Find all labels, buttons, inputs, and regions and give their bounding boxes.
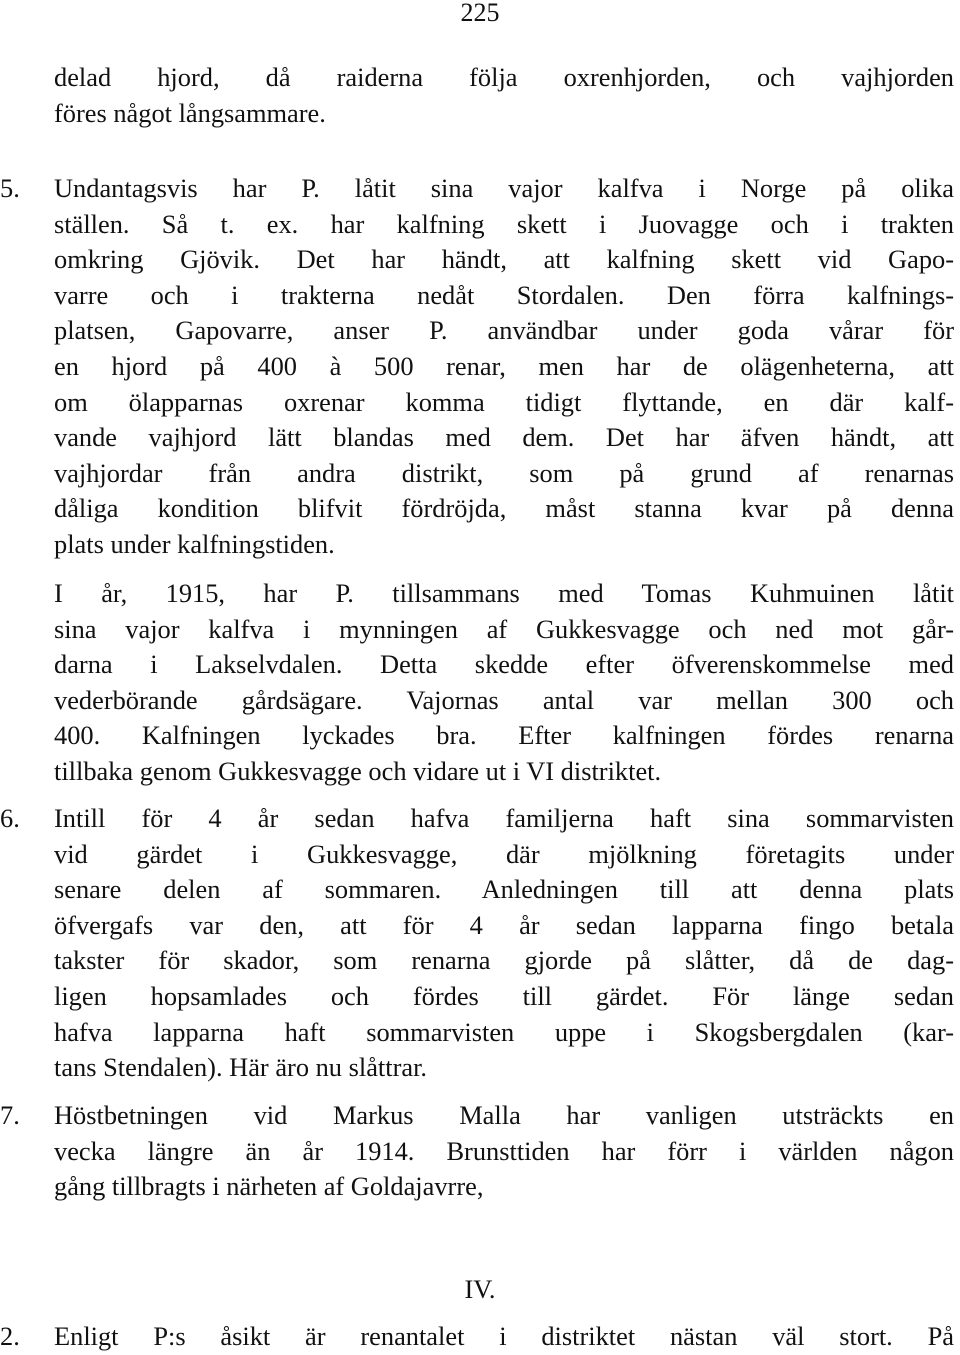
paragraph-item-2 <box>54 1319 954 1355</box>
text-line: om ölapparnas oxrenar komma tidigt flyttande, en där kalf- <box>54 386 954 417</box>
text-line: senare delen af sommaren. Anledningen till att denna plats <box>54 874 954 905</box>
item-number-6: 6. <box>0 803 20 833</box>
text-line: omkring Gjövik. Det har händt, att kalfning skett vid Gapo- <box>54 244 954 275</box>
text-line: gång tillbragts i närheten af Goldajavrre, <box>54 1171 484 1202</box>
text-line: föres något långsammare. <box>54 97 326 128</box>
text-line: Enligt P:s åsikt är renantalet i distriktet nästan väl stort. På <box>54 1321 954 1351</box>
text-line: I år, 1915, har P. tillsammans med Tomas Kuhmuinen låtit <box>54 578 954 608</box>
text-line: platsen, Gapovarre, anser P. användbar under goda vårar för <box>54 315 954 346</box>
text-line: plats under kalfningstiden. <box>54 528 335 559</box>
text-line: vecka längre än år 1914. Brunsttiden har förr i världen någon <box>54 1135 954 1166</box>
text-line: ställen. Så t. ex. har kalfning skett i Juovagge och i trakten <box>54 208 954 239</box>
text-line: tans Stendalen). Här äro nu slåttrar. <box>54 1052 428 1083</box>
text-line: ligen hopsamlades och fördes till gärdet. För länge sedan <box>54 980 954 1011</box>
paragraph-item-7 <box>54 1098 954 1205</box>
text-line: en hjord på 400 à 500 renar, men har de olägenheterna, att <box>54 350 954 381</box>
text-line: takster för skador, som renarna gjorde på slåtter, då de dag- <box>54 945 954 976</box>
item-number-5: 5. <box>0 173 20 203</box>
text-line: sina vajor kalfva i mynningen af Gukkesvagge och ned mot går- <box>54 613 954 644</box>
text-line: vederbörande gårdsägare. Vajornas antal var mellan 300 och <box>54 684 954 715</box>
item-number-7: 7. <box>0 1100 20 1130</box>
text-line: Intill för 4 år sedan hafva familjerna haft sina sommarvisten <box>54 803 954 833</box>
section-heading: IV. <box>464 1274 496 1304</box>
text-line: vid gärdet i Gukkesvagge, där mjölkning företagits under <box>54 838 954 869</box>
item-number-2: 2. <box>0 1321 20 1351</box>
paragraph-item-6 <box>54 801 954 1086</box>
text-line: Höstbetningen vid Markus Malla har vanligen utsträckts en <box>54 1100 954 1130</box>
page-number: 225 <box>460 0 500 27</box>
text-line: öfvergafs var den, att för 4 år sedan lapparna fingo betala <box>54 909 954 940</box>
text-line: tillbaka genom Gukkesvagge och vidare ut i VI distriktet. <box>54 755 662 786</box>
text-line: 400. Kalfningen lyckades bra. Efter kalfningen fördes renarna <box>54 720 954 751</box>
text-line: vande vajhjord lätt blandas med dem. Det har äfven händt, att <box>54 422 954 453</box>
text-line: vajhjordar från andra distrikt, som på grund af renarnas <box>54 457 954 488</box>
text-line: varre och i trakterna nedåt Stordalen. Den förra kalfnings- <box>54 279 954 310</box>
paragraph-1915 <box>54 576 954 790</box>
text-line: dåliga kondition blifvit fördröjda, måst stanna kvar på denna <box>54 493 954 524</box>
text-line: delad hjord, då raiderna följa oxrenhjorden, och vajhjorden <box>54 62 954 92</box>
paragraph-item-5 <box>54 171 954 563</box>
text-line: darna i Lakselvdalen. Detta skedde efter öfverenskommelse med <box>54 649 954 680</box>
text-line: hafva lapparna haft sommarvisten uppe i Skogsbergdalen (kar- <box>54 1016 954 1047</box>
paragraph-continuation <box>54 60 954 131</box>
text-line: Undantagsvis har P. låtit sina vajor kalfva i Norge på olika <box>54 173 954 203</box>
